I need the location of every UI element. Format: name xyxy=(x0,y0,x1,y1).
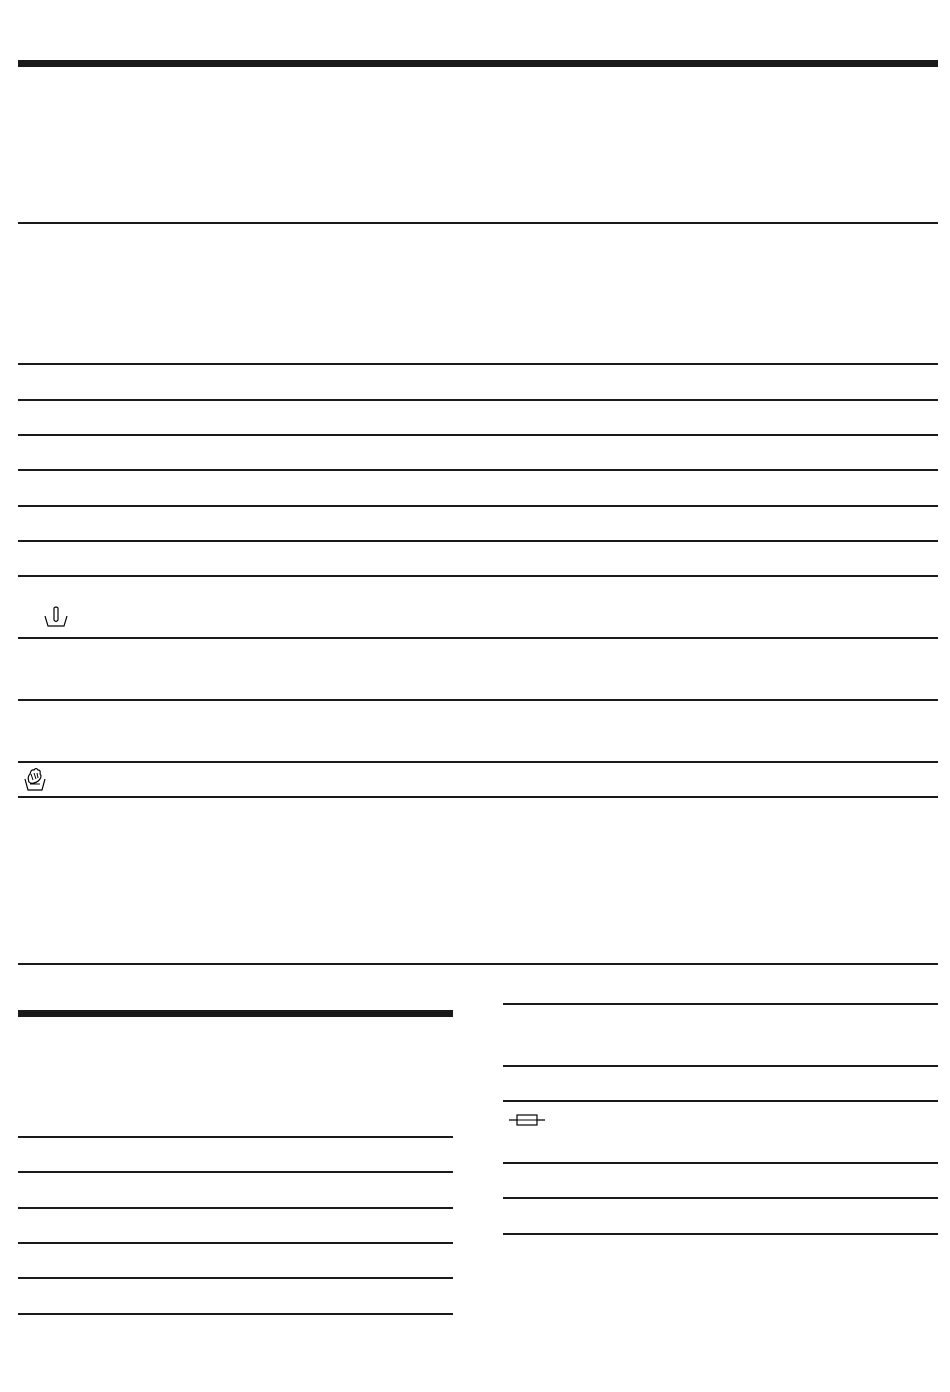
main-table-row-rule xyxy=(18,637,938,639)
left-section-heading-rule xyxy=(18,1010,453,1017)
main-table-row-rule xyxy=(18,434,938,436)
main-table-row-rule xyxy=(18,575,938,577)
water-outlet-icon xyxy=(42,606,70,632)
main-table-row-rule xyxy=(18,796,938,798)
main-table-row-rule xyxy=(18,761,938,763)
left-table-row-rule xyxy=(18,1242,453,1244)
hand-wash-icon xyxy=(22,765,48,793)
main-table-row-rule xyxy=(18,699,938,701)
left-table-row-rule xyxy=(18,1207,453,1209)
top-section-heading-rule xyxy=(18,60,938,67)
right-table-row-rule xyxy=(503,1003,938,1005)
main-table-header-rule xyxy=(18,222,938,224)
right-table-row-rule xyxy=(503,1233,938,1235)
main-table-bottom-rule xyxy=(18,963,938,965)
left-table-row-rule xyxy=(18,1136,453,1138)
main-table-row-rule xyxy=(18,540,938,542)
fuse-icon xyxy=(509,1112,545,1128)
right-table-row-rule xyxy=(503,1197,938,1199)
main-table-row-rule xyxy=(18,469,938,471)
main-table-row-rule xyxy=(18,505,938,507)
right-table-row-rule xyxy=(503,1162,938,1164)
main-table-row-rule xyxy=(18,399,938,401)
left-table-row-rule xyxy=(18,1313,453,1315)
left-table-row-rule xyxy=(18,1277,453,1279)
right-table-row-rule xyxy=(503,1100,938,1102)
main-table-row-rule xyxy=(18,363,938,365)
right-table-row-rule xyxy=(503,1065,938,1067)
left-table-row-rule xyxy=(18,1171,453,1173)
